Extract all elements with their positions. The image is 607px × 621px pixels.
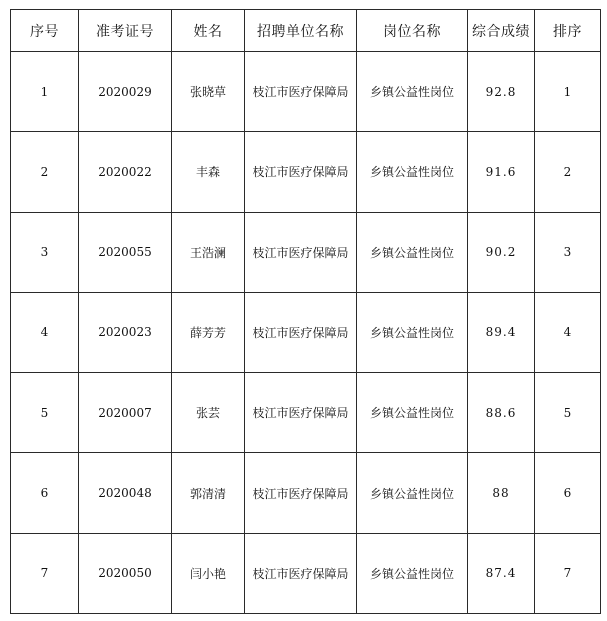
header-name: 姓名 [172,10,245,52]
cell-name: 丰森 [172,132,245,212]
cell-exam-id: 2020007 [79,373,172,453]
cell-position: 乡镇公益性岗位 [357,292,468,372]
cell-score: 87.4 [468,533,535,613]
cell-position: 乡镇公益性岗位 [357,132,468,212]
table-row [11,52,601,132]
cell-exam-id: 2020029 [79,52,172,132]
cell-unit: 枝江市医疗保障局 [245,52,357,132]
table-row [11,292,601,372]
table-row [11,132,601,212]
cell-unit: 枝江市医疗保障局 [245,292,357,372]
score-table [10,9,601,614]
cell-no: 3 [11,212,79,292]
cell-no: 2 [11,132,79,212]
header-row [11,10,601,52]
cell-exam-id: 2020022 [79,132,172,212]
cell-exam-id: 2020023 [79,292,172,372]
table-row [11,373,601,453]
cell-unit: 枝江市医疗保障局 [245,373,357,453]
cell-score: 88.6 [468,373,535,453]
cell-rank: 1 [535,52,601,132]
header-rank: 排序 [535,10,601,52]
cell-no: 6 [11,453,79,533]
cell-no: 7 [11,533,79,613]
cell-score: 91.6 [468,132,535,212]
cell-name: 薛芳芳 [172,292,245,372]
cell-name: 王浩澜 [172,212,245,292]
cell-position: 乡镇公益性岗位 [357,52,468,132]
cell-unit: 枝江市医疗保障局 [245,212,357,292]
header-no: 序号 [11,10,79,52]
cell-name: 郭清清 [172,453,245,533]
cell-no: 4 [11,292,79,372]
cell-score: 88 [468,453,535,533]
header-unit: 招聘单位名称 [245,10,357,52]
cell-no: 5 [11,373,79,453]
cell-unit: 枝江市医疗保障局 [245,533,357,613]
cell-rank: 4 [535,292,601,372]
cell-position: 乡镇公益性岗位 [357,453,468,533]
cell-score: 90.2 [468,212,535,292]
cell-exam-id: 2020050 [79,533,172,613]
cell-unit: 枝江市医疗保障局 [245,453,357,533]
cell-unit: 枝江市医疗保障局 [245,132,357,212]
cell-position: 乡镇公益性岗位 [357,212,468,292]
cell-name: 张晓草 [172,52,245,132]
table-row [11,453,601,533]
cell-rank: 3 [535,212,601,292]
header-score: 综合成绩 [468,10,535,52]
cell-rank: 6 [535,453,601,533]
cell-rank: 7 [535,533,601,613]
cell-position: 乡镇公益性岗位 [357,533,468,613]
cell-name: 闫小艳 [172,533,245,613]
cell-no: 1 [11,52,79,132]
cell-rank: 2 [535,132,601,212]
cell-rank: 5 [535,373,601,453]
cell-score: 89.4 [468,292,535,372]
header-position: 岗位名称 [357,10,468,52]
cell-exam-id: 2020048 [79,453,172,533]
table-row [11,533,601,613]
cell-name: 张芸 [172,373,245,453]
cell-position: 乡镇公益性岗位 [357,373,468,453]
header-exam-id: 准考证号 [79,10,172,52]
table-row [11,212,601,292]
cell-exam-id: 2020055 [79,212,172,292]
cell-score: 92.8 [468,52,535,132]
